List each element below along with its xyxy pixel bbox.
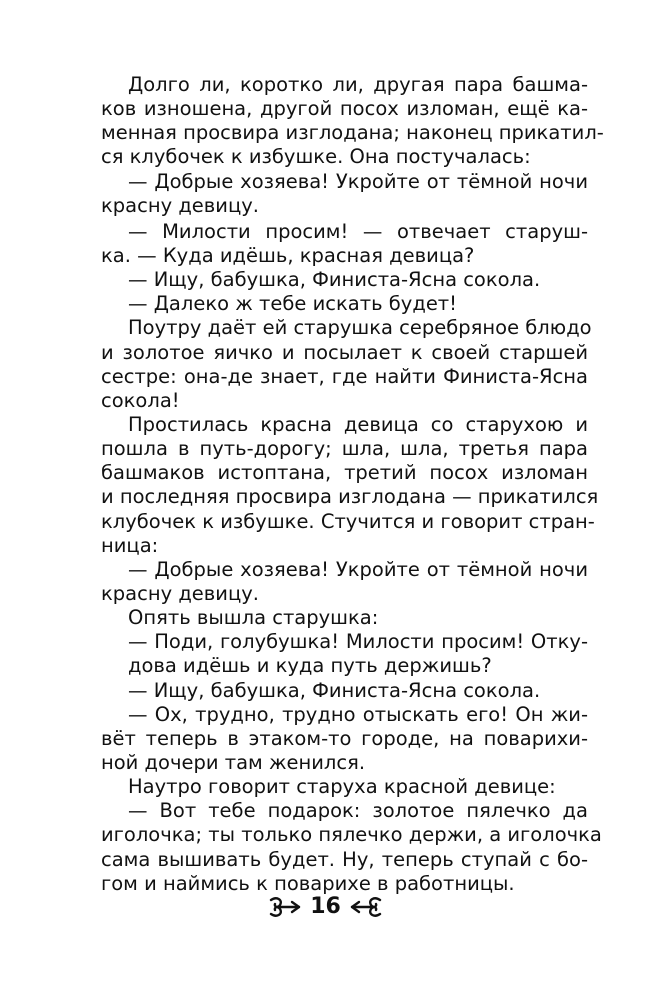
- text-line: и последняя просвира изглодана — прикатился: [101, 485, 599, 509]
- text-line: ка. — Куда идёшь, красная девица?: [101, 243, 475, 267]
- page-number: 16: [310, 894, 341, 919]
- text-line: сестре: она-де знает, где найти Финиста-Ясна: [101, 364, 588, 388]
- text-line: красну девицу.: [101, 581, 259, 605]
- text-line: ной дочери там женился.: [101, 750, 366, 774]
- text-line: ница:: [101, 533, 159, 557]
- text-line: Опять вышла старушка:: [128, 606, 379, 630]
- text-line: вёт теперь в этаком-то городе, на поварихи-: [101, 726, 588, 750]
- text-line: красну девицу.: [101, 193, 259, 217]
- page-footer: [0, 893, 651, 921]
- text-line: Наутро говорит старуха красной девице:: [128, 775, 556, 799]
- text-line: гом и наймись к поварихе в работницы.: [101, 871, 515, 895]
- text-line: иголочка; ты только пялечко держи, а иголочка: [101, 823, 602, 847]
- text-line: ся клубочек к избушке. Она постучалась:: [101, 145, 531, 169]
- text-line: — Вот тебе подарок: золотое пялечко да: [128, 799, 588, 823]
- right-ornament-icon: [350, 896, 382, 918]
- text-line: ков изношена, другой посох изломан, ещё ка-: [101, 97, 588, 121]
- text-line: дова идёшь и куда путь держишь?: [128, 654, 492, 678]
- text-line: Долго ли, коротко ли, другая пара башма-: [128, 73, 588, 96]
- text-line: — Милости просим! — отвечает старуш-: [128, 219, 588, 243]
- text-line: — Добрые хозяева! Укройте от тёмной ночи: [128, 169, 588, 193]
- body-text: [101, 73, 604, 896]
- text-line: сама вышивать будет. Ну, теперь ступай с бо-: [101, 847, 588, 871]
- text-line: клубочек к избушке. Стучится и говорит стран-: [101, 509, 595, 533]
- text-line: — Добрые хозяева! Укройте от тёмной ночи: [128, 557, 588, 581]
- text-line: — Поди, голубушка! Милости просим! Отку-: [128, 630, 588, 654]
- text-line: — Ищу, бабушка, Финиста-Ясна сокола.: [128, 678, 541, 702]
- text-line: башмаков истоптана, третий посох изломан: [101, 461, 588, 485]
- text-line: и золотое яичко и посылает к своей старшей: [101, 340, 588, 364]
- text-line: менная просвира изглодана; наконец прикатил-: [101, 121, 604, 145]
- text-line: — Далеко ж тебе искать будет!: [128, 292, 457, 316]
- text-line: — Ищу, бабушка, Финиста-Ясна сокола.: [128, 268, 541, 292]
- text-line: пошла в путь-дорогу; шла, шла, третья пара: [101, 437, 588, 461]
- text-line: — Ох, трудно, трудно отыскать его! Он жи-: [128, 702, 588, 726]
- left-ornament-icon: [269, 896, 301, 918]
- text-line: сокола!: [101, 388, 180, 412]
- text-line: Простилась красна девица со старухою и: [128, 412, 588, 436]
- text-line: Поутру даёт ей старушка серебряное блюдо: [128, 316, 592, 340]
